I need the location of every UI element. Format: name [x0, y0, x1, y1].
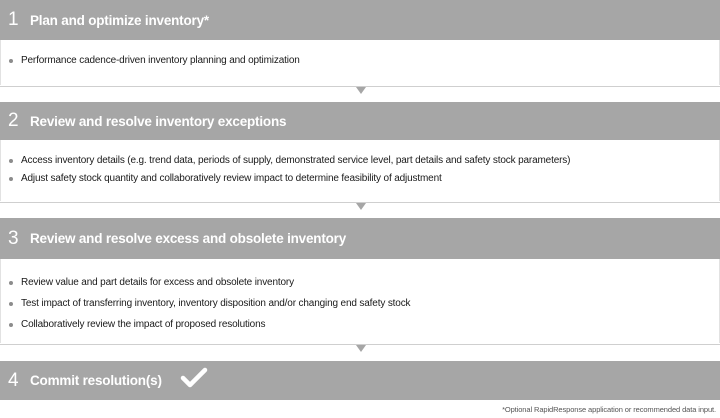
step-1-number: 1	[8, 9, 19, 30]
step-2-header	[0, 102, 720, 140]
bullet-dot-icon	[9, 159, 13, 163]
step-3-title: Review and resolve excess and obsolete inventory	[30, 231, 347, 246]
list-item: Adjust safety stock quantity and collaboratively review impact to determine feasibility of adjustment	[1, 170, 719, 188]
list-item: Access inventory details (e.g. trend data, periods of supply, demonstrated service level, part details and safety stock parameters)	[1, 152, 719, 170]
list-item: Review value and part details for excess and obsolete inventory	[1, 274, 719, 292]
bullet-dot-icon	[9, 281, 13, 285]
footnote: *Optional RapidResponse application or recommended data input.	[502, 405, 716, 414]
step-4-title: Commit resolution(s)	[30, 373, 162, 388]
down-arrow-icon	[356, 345, 366, 352]
step-3-header	[0, 218, 720, 259]
bullet-dot-icon	[9, 302, 13, 306]
step-3-details	[0, 259, 720, 343]
step-1-header	[0, 0, 720, 40]
bullet-dot-icon	[9, 177, 13, 181]
list-item: Collaboratively review the impact of proposed resolutions	[1, 316, 719, 334]
list-item: Performance cadence-driven inventory planning and optimization	[1, 52, 719, 70]
step-4-number: 4	[8, 369, 19, 391]
step-2-details	[0, 140, 720, 201]
bullet-dot-icon	[9, 59, 13, 63]
step-3-number: 3	[8, 227, 19, 249]
bullet-dot-icon	[9, 323, 13, 327]
step-2-number: 2	[8, 110, 19, 131]
step-1-title: Plan and optimize inventory*	[30, 12, 209, 28]
list-item: Test impact of transferring inventory, inventory disposition and/or changing end safety stock	[1, 295, 719, 313]
step-4-header	[0, 361, 720, 400]
checkmark-icon	[180, 367, 208, 394]
down-arrow-icon	[356, 87, 366, 94]
step-2-title: Review and resolve inventory exceptions	[30, 113, 287, 129]
step-1-details	[0, 40, 720, 85]
down-arrow-icon	[356, 203, 366, 210]
